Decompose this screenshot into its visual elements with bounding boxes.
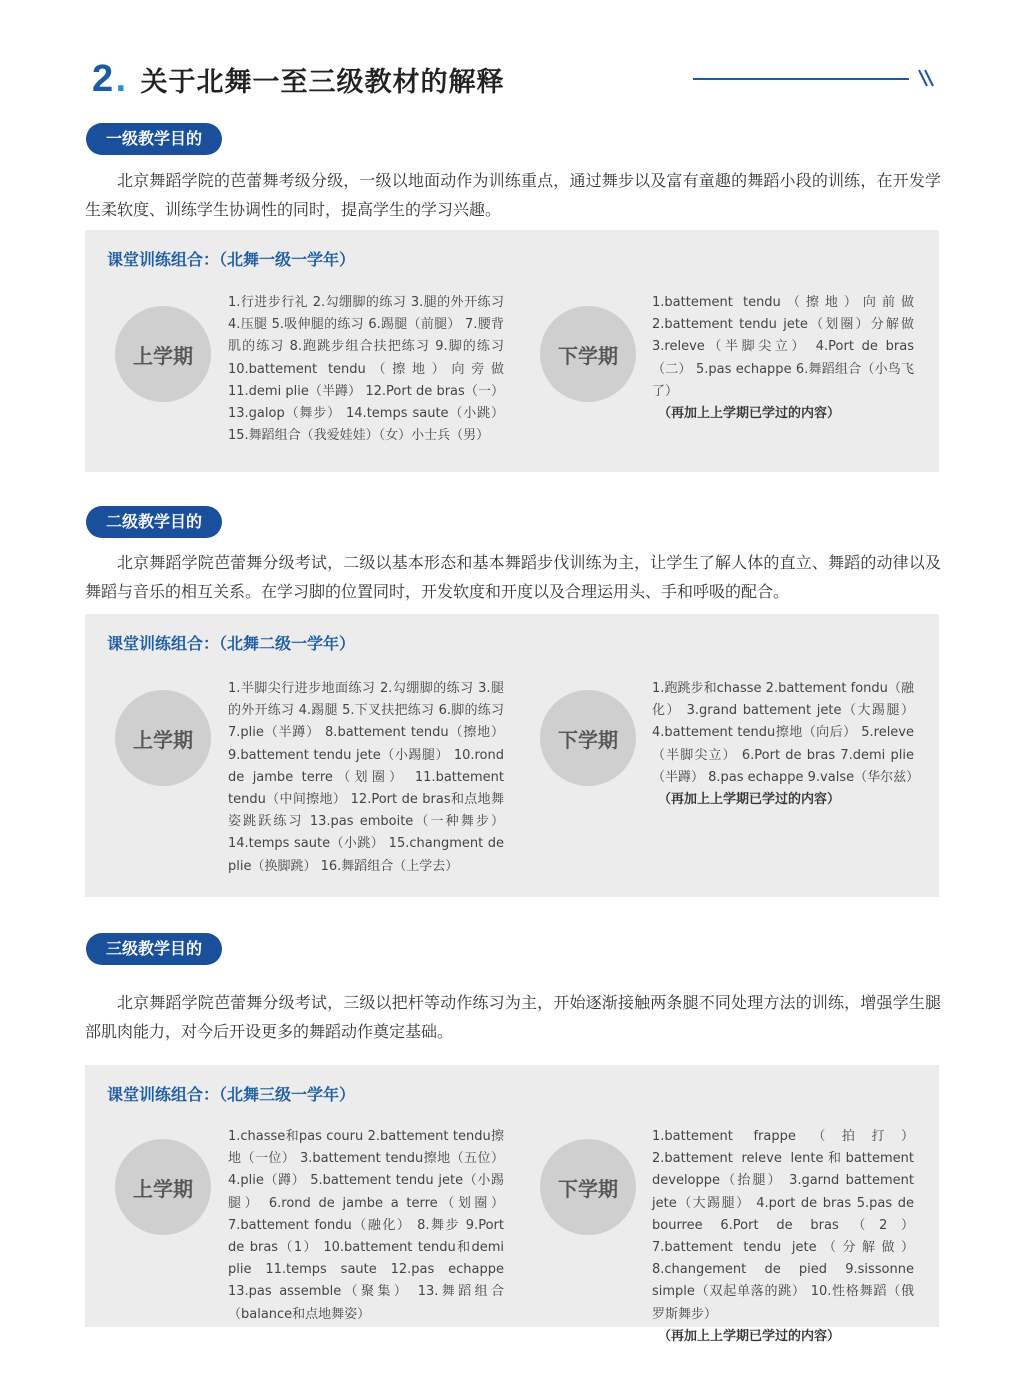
section-1-second-term-badge: 下学期	[540, 306, 636, 402]
section-3-second-term-badge: 下学期	[540, 1139, 636, 1235]
heading-dot: .	[115, 64, 127, 99]
section-3-box-title: 课堂训练组合：（北舞三级一学年）	[107, 1085, 356, 1104]
section-1-pill: 一级教学目的	[86, 123, 222, 155]
section-2-second-term-badge: 下学期	[540, 690, 636, 786]
section-3-second-term-content: 1.battement frappe（拍打） 2.battement releve lente和battement developpe（抬腿） 3.garnd battement jete（大踢腿） 4.port de bras 5.pas de bourree 6.Port de bras（2） 7.battement tendu jete（分解做） 8.changement de pied 9.sissonne simple（双起单落的跳） 10.性格舞蹈（俄罗斯舞步）	[652, 1129, 914, 1322]
section-2-first-term-badge: 上学期	[115, 690, 211, 786]
section-1-second-term-content: 1.battement tendu（擦地）向前做 2.battement tendu jete（划圈）分解做 3.releve（半脚尖立） 4.Port de bras（二） 5.pas echappe 6.舞蹈组合（小鸟飞了）	[652, 295, 914, 399]
section-1-paragraph: 北京舞蹈学院的芭蕾舞考级分级，一级以地面动作为训练重点，通过舞步以及富有童趣的舞蹈小段的训练，在开发学生柔软度、训练学生协调性的同时，提高学生的学习兴趣。	[85, 171, 941, 219]
section-3-paragraph: 北京舞蹈学院芭蕾舞分级考试，三级以把杆等动作练习为主，开始逐渐接触两条腿不同处理方法的训练，增强学生腿部肌肉能力，对今后开设更多的舞蹈动作奠定基础。	[85, 993, 941, 1041]
heading-divider-line	[693, 78, 909, 80]
section-2-second-term-block	[652, 678, 920, 811]
section-1-box	[85, 230, 939, 472]
section-3-first-term-badge: 上学期	[115, 1139, 211, 1235]
section-1-second-term-block	[652, 292, 914, 425]
section-3-second-term-note: （再加上上学期已学过的内容）	[658, 1328, 841, 1344]
double-slash-icon	[916, 68, 936, 88]
section-1-first-term-badge: 上学期	[115, 306, 211, 402]
section-2-second-term-note: （再加上上学期已学过的内容）	[658, 792, 841, 808]
section-3-box	[85, 1065, 939, 1344]
section-1-first-term-content: 1.行进步行礼 2.勾绷脚的练习 3.腿的外开练习 4.压腿 5.吸伸腿的练习 6.踢腿（前腿） 7.腰背肌的练习 8.跑跳步组合扶把练习 9.脚的练习 10.battement tendu（擦地）向旁做 11.demi plie（半蹲） 12.Port de bras（一） 13.galop（舞步） 14.temps saute（小跳） 15.舞蹈组合（我爱娃娃）（女）小士兵（男）	[228, 295, 504, 444]
section-2-first-term-content: 1.半脚尖行进步地面练习 2.勾绷脚的练习 3.腿的外开练习 4.踢腿 5.下叉扶把练习 6.脚的练习 7.plie（半蹲） 8.battement tendu（擦地） 9.battement tendu jete（小踢腿） 10.rond de jambe terre（划圈） 11.battement tendu（中间擦地） 12.Port de bras和点地舞姿跳跃练习 13.pas emboite（一种舞步） 14.temps saute（小跳） 15.changment de plie（换脚跳） 16.舞蹈组合（上学去）	[228, 681, 504, 874]
section-3-first-term-content: 1.chasse和pas couru 2.battement tendu擦地（一位） 3.battement tendu擦地（五位） 4.plie（蹲） 5.battement tendu jete（小踢腿） 6.rond de jambe a terre（划圈） 7.battement fondu（融化） 8.舞步 9.Port de bras（1） 10.battement tendu和demi plie 11.temps saute 12.pas echappe 13.pas assemble（聚集） 13.舞蹈组合（balance和点地舞姿）	[228, 1129, 504, 1322]
heading-number: 2	[92, 58, 114, 100]
section-1-second-term-note: （再加上上学期已学过的内容）	[658, 406, 841, 422]
section-2-box	[85, 614, 939, 897]
section-2-pill: 二级教学目的	[86, 506, 222, 538]
section-2-box-title: 课堂训练组合：（北舞二级一学年）	[107, 634, 356, 653]
section-1-box-title: 课堂训练组合：（北舞一级一学年）	[107, 250, 356, 269]
page-title: 关于北舞一至三级教材的解释	[140, 67, 505, 98]
section-3-second-term-block	[652, 1126, 914, 1348]
section-3-pill: 三级教学目的	[86, 933, 222, 965]
page-heading	[92, 58, 505, 102]
section-2-second-term-content: 1.跑跳步和chasse 2.battement fondu（融化） 3.grand battement jete（大踢腿） 4.battement tendu擦地（向后） 5.releve（半脚尖立） 6.Port de bras 7.demi plie（半蹲） 8.pas echappe 9.valse（华尔兹）	[652, 681, 920, 785]
section-2-paragraph: 北京舞蹈学院芭蕾舞分级考试，二级以基本形态和基本舞蹈步伐训练为主，让学生了解人体的直立、舞蹈的动律以及舞蹈与音乐的相互关系。在学习脚的位置同时，开发软度和开度以及合理运用头、手和呼吸的配合。	[85, 553, 941, 601]
